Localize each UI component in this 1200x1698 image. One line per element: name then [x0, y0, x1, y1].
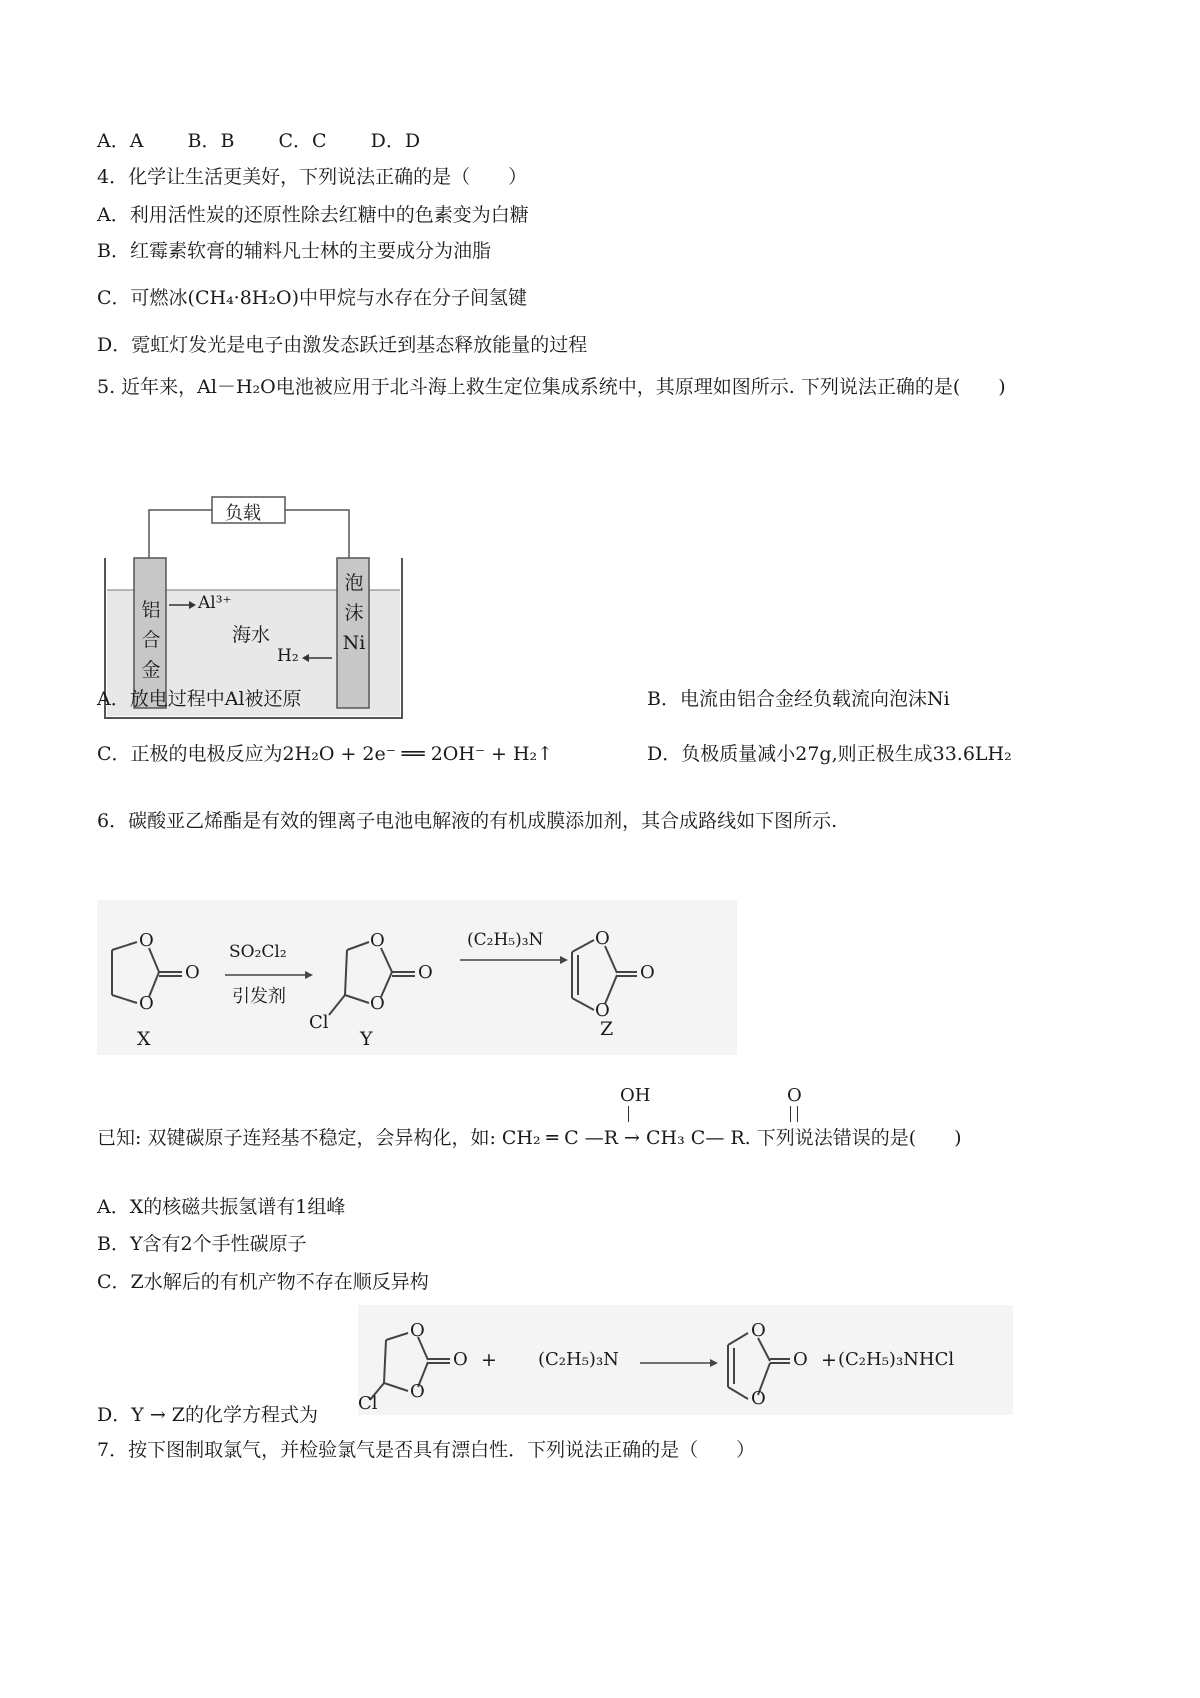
x-o-bottom: O [139, 993, 154, 1014]
q4-stem: 4．化学让生活更美好，下列说法正确的是（ ） [97, 166, 528, 188]
eq-y-o-top: O [410, 1320, 425, 1341]
x-o-carbonyl: O [185, 962, 200, 983]
left-electrode-char-3: 金 [141, 659, 161, 681]
q4-option-a: A．利用活性炭的还原性除去红糖中的色素变为白糖 [97, 204, 529, 226]
reagent-2-top: (C₂H₅)₃N [467, 930, 544, 950]
q4-option-d: D．霓虹灯发光是电子由激发态跃迁到基态释放能量的过程 [97, 334, 588, 356]
known-o-label: O [787, 1085, 802, 1106]
q5-stem-suffix: 电池被应用于北斗海上救生定位集成系统中，其原理如图所示. 下列说法正确的是( ) [275, 376, 1006, 398]
q3-option-b: B．B [187, 130, 235, 152]
q5-option-d-suffix: ,则正极生成 [831, 743, 933, 765]
eq-z-o-bottom: O [751, 1388, 766, 1409]
q6-known-suffix: . 下列说法错误的是( ) [744, 1127, 962, 1149]
known-oh-label: OH [620, 1085, 651, 1106]
right-electrode-char-3: Ni [342, 632, 366, 654]
q5-option-c-formula: 2H₂O + 2e⁻ ══ 2OH⁻ + H₂↑ [282, 743, 554, 765]
q6-known [97, 1124, 962, 1152]
q5-option-b: B．电流由铝合金经负载流向泡沫Ni [647, 688, 950, 710]
q5-option-a: A．放电过程中Al被还原 [97, 688, 302, 710]
x-o-top: O [139, 930, 154, 951]
q3-option-c: C．C [278, 130, 327, 152]
left-electrode-char-2: 合 [141, 629, 161, 651]
y-o-carbonyl: O [418, 962, 433, 983]
z-o-bottom: O [595, 1000, 610, 1021]
q6-stem: 6．碳酸亚乙烯酯是有效的锂离子电池电解液的有机成膜添加剂，其合成路线如下图所示. [97, 810, 838, 832]
eq-y-o-bottom: O [410, 1381, 425, 1402]
eq-plus-2: + [821, 1349, 837, 1371]
eq-z-o-top: O [751, 1320, 766, 1341]
q5-stem-prefix: 5. 近年来， [97, 376, 198, 398]
eq-y-o-carbonyl: O [453, 1349, 468, 1370]
q6-option-b: B．Y含有2个手性碳原子 [97, 1233, 307, 1255]
q4-option-c-suffix: 中甲烷与水存在分子间氢键 [299, 287, 528, 309]
eq-z-o-carbonyl: O [793, 1349, 808, 1370]
right-electrode-char-1: 泡 [344, 572, 364, 594]
eq-plus-1: + [481, 1349, 497, 1371]
q6-option-c: C．Z水解后的有机产物不存在顺反异构 [97, 1271, 429, 1293]
q3-option-a: A．A [97, 130, 144, 152]
known-oh-bond [628, 1106, 629, 1122]
yz-equation [358, 1305, 1013, 1415]
q7-stem: 7．按下图制取氯气，并检验氯气是否具有漂白性．下列说法正确的是（ ） [97, 1439, 756, 1461]
q4-option-c-formula: (CH₄·8H₂O) [187, 287, 299, 309]
q3-options [97, 127, 458, 155]
q4-option-c-prefix: C．可燃冰 [97, 287, 188, 309]
left-electrode-label [140, 595, 162, 685]
q5-option-d-prefix: D．负极质量减小 [647, 743, 796, 765]
q6-option-d: D．Y → Z的化学方程式为 [97, 1404, 318, 1426]
q5-stem-formula: Al－H₂O [197, 376, 276, 398]
q5-option-d-mass: 27g [795, 743, 832, 765]
gas-label: H₂ [277, 646, 299, 666]
synthesis-scheme [97, 900, 737, 1055]
ion-label: Al³⁺ [198, 593, 232, 613]
q6-known-prefix: 已知: 双键碳原子连羟基不稳定，会异构化，如: [97, 1127, 496, 1149]
electrolyte-label: 海水 [232, 624, 271, 646]
right-electrode-label [341, 568, 367, 658]
q4-option-c [97, 284, 527, 312]
q5-option-c [97, 740, 553, 768]
y-cl: Cl [309, 1012, 329, 1033]
label-x: X [137, 1028, 151, 1050]
left-electrode-char-1: 铝 [141, 599, 161, 621]
q3-option-d: D．D [370, 130, 421, 152]
eq-salt: (C₂H₅)₃NHCl [838, 1349, 955, 1370]
eq-y-cl: Cl [358, 1393, 378, 1414]
reagent-1-bottom: 引发剂 [232, 986, 286, 1007]
q5-option-d [647, 740, 1012, 768]
z-o-carbonyl: O [640, 962, 655, 983]
q6-option-a: A．X的核磁共振氢谱有1组峰 [97, 1196, 346, 1218]
q4-option-b: B．红霉素软膏的辅料凡士林的主要成分为油脂 [97, 240, 491, 262]
q6-known-formula: CH₂ ═ C —R → CH₃ C— R [501, 1127, 745, 1149]
q5-option-c-prefix: C．正极的电极反应为 [97, 743, 283, 765]
q5-stem [97, 373, 1006, 401]
z-o-top: O [595, 928, 610, 949]
reagent-1-top: SO₂Cl₂ [229, 942, 287, 962]
label-z: Z [600, 1018, 614, 1040]
known-o-double-bond [790, 1106, 798, 1122]
eq-amine: (C₂H₅)₃N [538, 1349, 619, 1370]
right-electrode-char-2: 沫 [344, 602, 364, 624]
y-o-bottom: O [370, 993, 385, 1014]
q5-option-d-formula: 33.6LH₂ [932, 743, 1012, 765]
battery-diagram [97, 470, 412, 720]
y-o-top: O [370, 930, 385, 951]
label-y: Y [360, 1028, 373, 1050]
load-label: 负载 [225, 503, 261, 524]
